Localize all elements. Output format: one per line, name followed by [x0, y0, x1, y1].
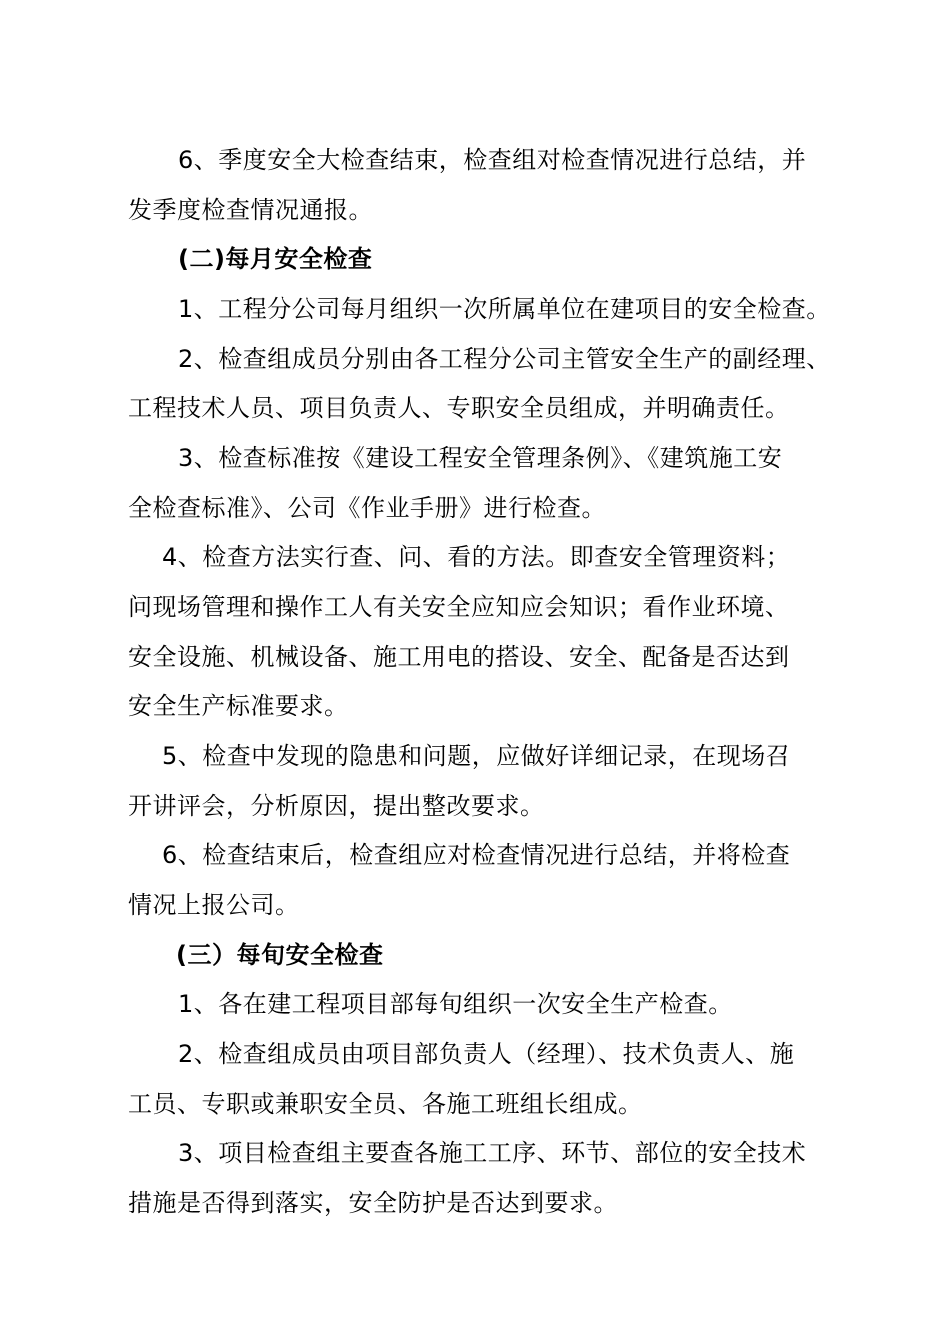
text-line: 工程技术人员、项目负责人、专职安全员组成，并明确责任。: [128, 394, 790, 422]
text-line: 工员、专职或兼职安全员、各施工班组长组成。: [128, 1090, 643, 1118]
text-line: 开讲评会，分析原因，提出整改要求。: [128, 792, 545, 820]
text-line: 6、季度安全大检查结束，检查组对检查情况进行总结，并: [178, 146, 807, 174]
text-line: 问现场管理和操作工人有关安全应知应会知识；看作业环境、: [128, 593, 790, 621]
text-line: 6、检查结束后，检查组应对检查情况进行总结，并将检查: [162, 841, 791, 869]
section-heading: (三）每旬安全检查: [176, 941, 384, 969]
text-line: 4、检查方法实行查、问、看的方法。即查安全管理资料；: [162, 543, 791, 571]
text-line: 2、检查组成员由项目部负责人（经理）、技术负责人、施: [178, 1040, 795, 1068]
text-line: 措施是否得到落实，安全防护是否达到要求。: [128, 1189, 618, 1217]
text-line: 发季度检查情况通报。: [128, 196, 373, 224]
text-line: 2、检查组成员分别由各工程分公司主管安全生产的副经理、: [178, 345, 831, 373]
section-heading: (二)每月安全检查: [178, 245, 373, 273]
text-line: 情况上报公司。: [128, 891, 300, 919]
text-line: 安全生产标准要求。: [128, 692, 349, 720]
text-line: 5、检查中发现的隐患和问题，应做好详细记录，在现场召: [162, 742, 791, 770]
text-line: 1、各在建工程项目部每旬组织一次安全生产检查。: [178, 990, 733, 1018]
text-line: 安全设施、机械设备、施工用电的搭设、安全、配备是否达到: [128, 643, 790, 671]
text-line: 全检查标准》、公司《作业手册》进行检查。: [128, 494, 606, 522]
text-line: 1、工程分公司每月组织一次所属单位在建项目的安全检查。: [178, 295, 831, 323]
text-line: 3、检查标准按《建设工程安全管理条例》、《建筑施工安: [178, 444, 783, 472]
text-line: 3、项目检查组主要查各施工工序、环节、部位的安全技术: [178, 1139, 807, 1167]
